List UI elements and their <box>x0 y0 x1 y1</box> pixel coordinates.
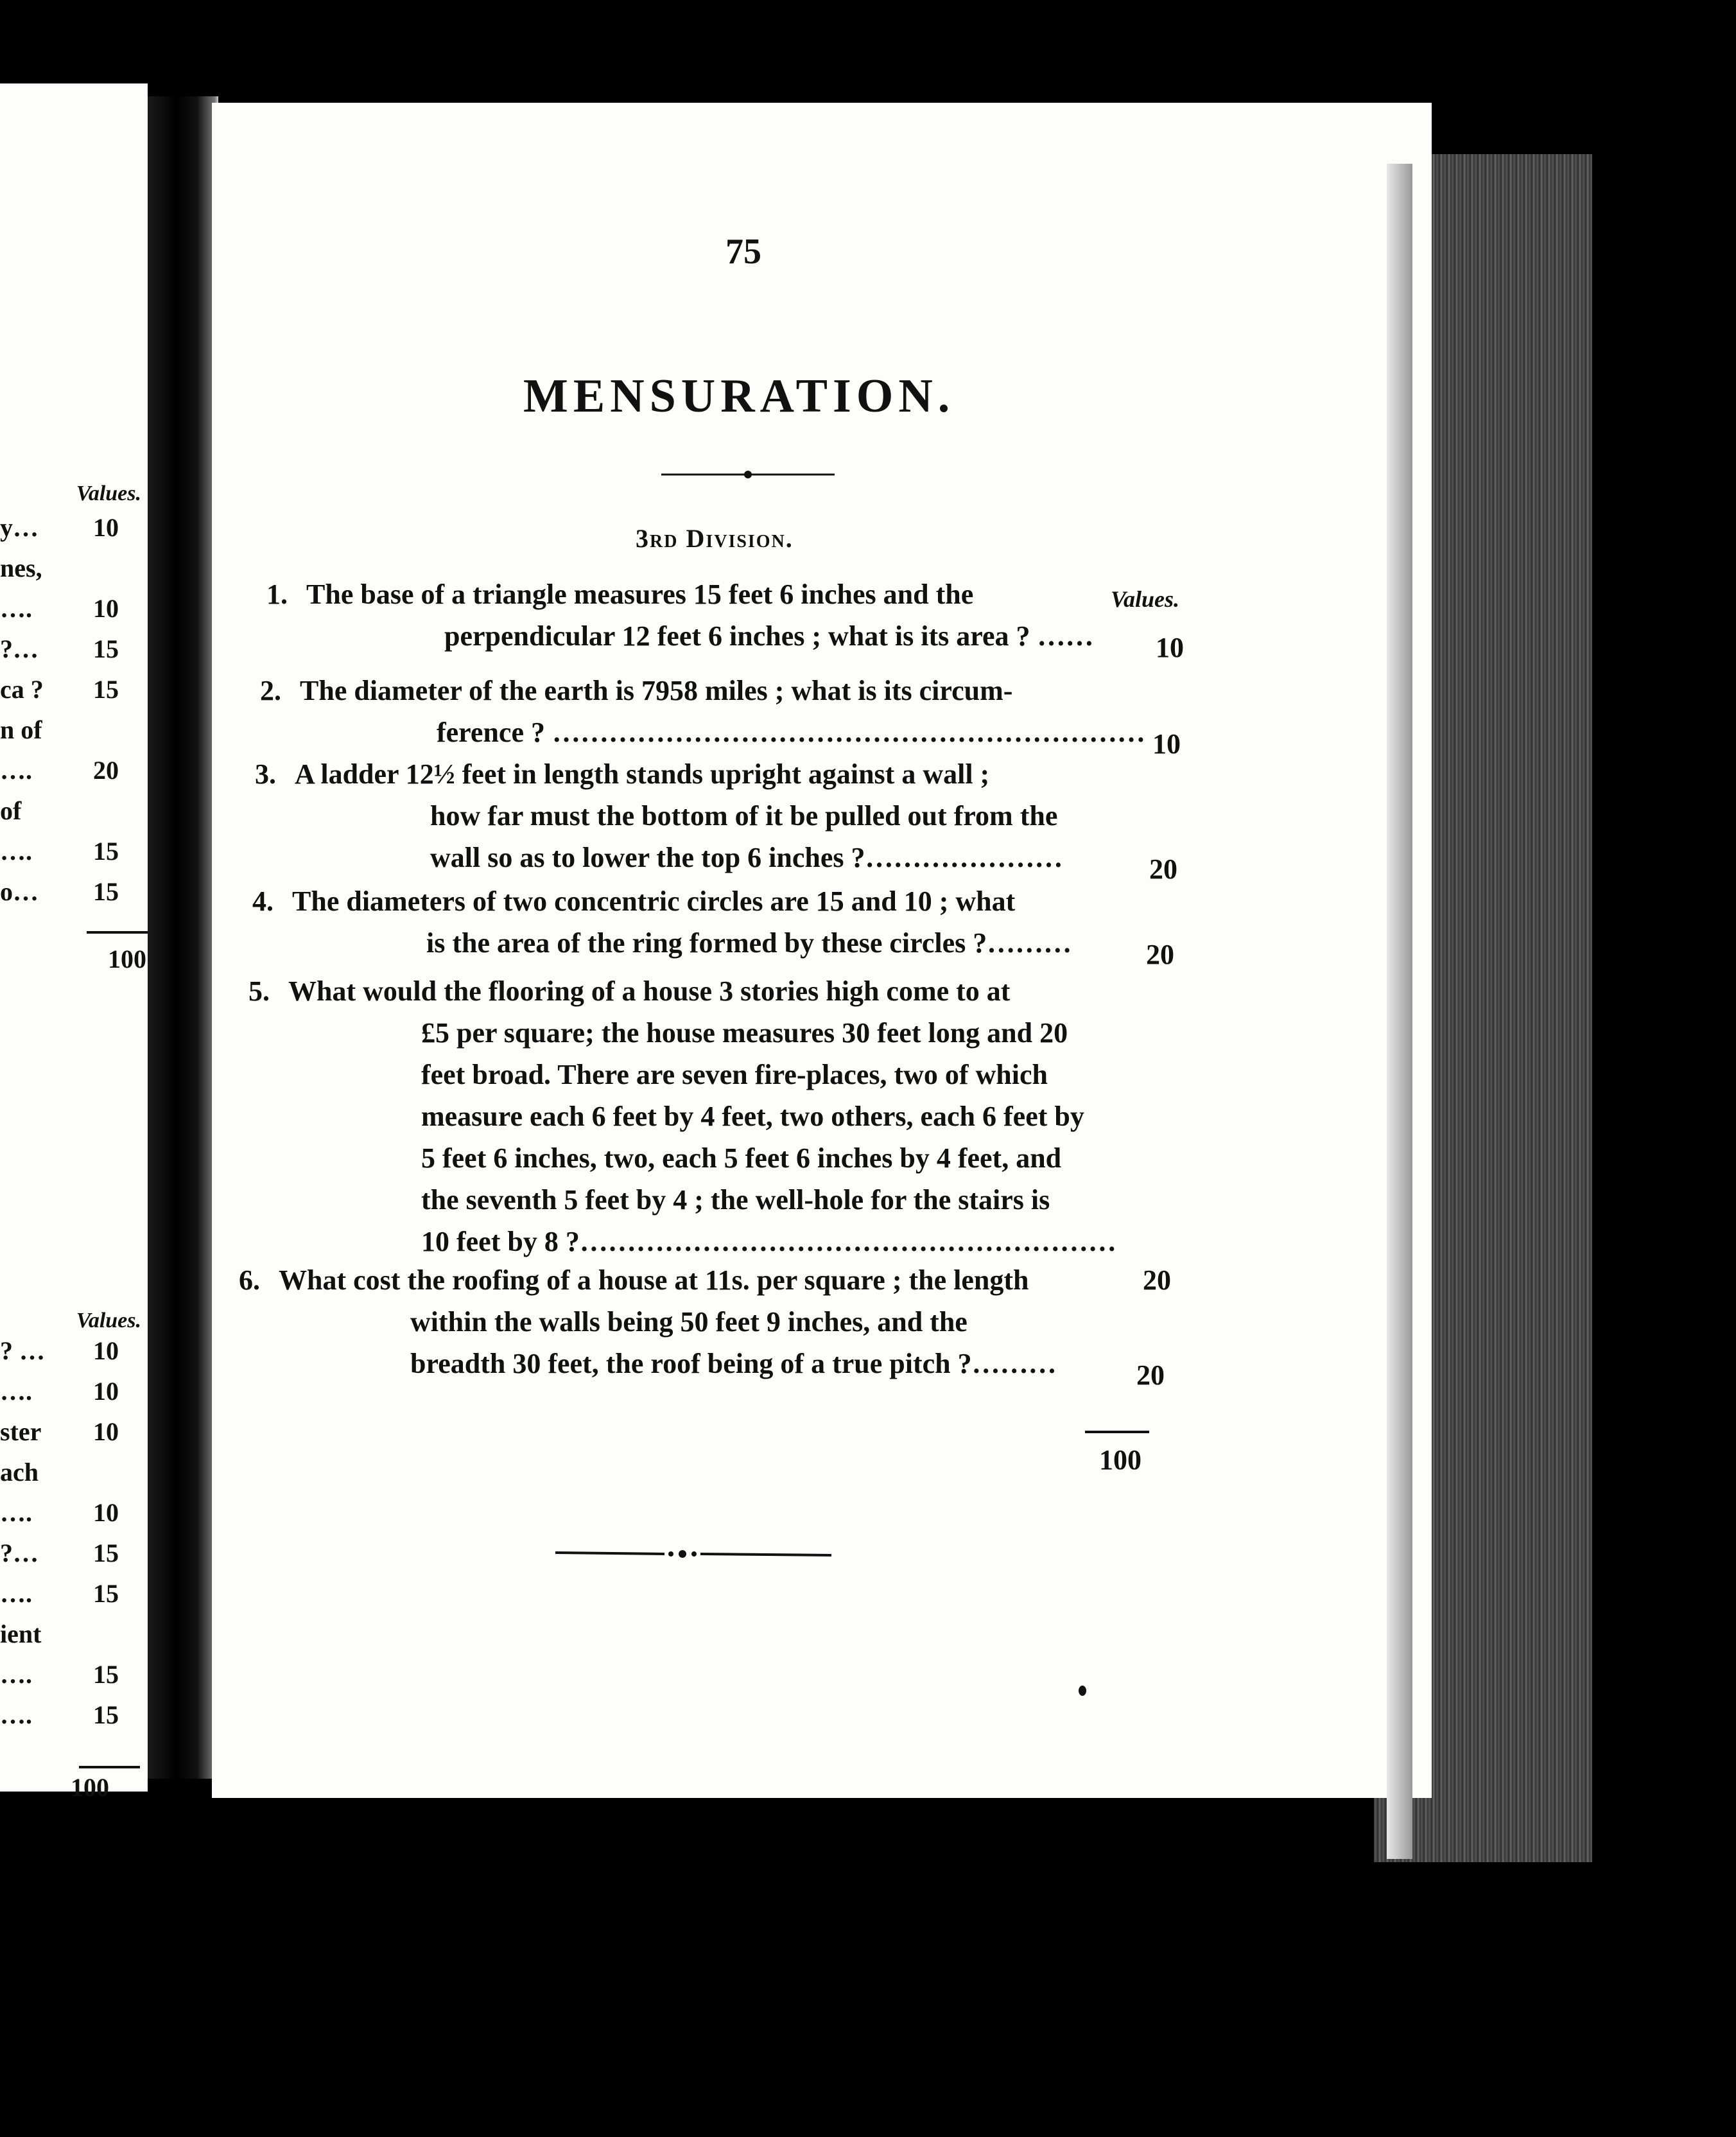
left-row-fragment: y… <box>0 513 39 542</box>
question-text-line: wall so as to lower the top 6 inches ?………………… <box>430 842 1063 873</box>
left-value-row <box>0 634 119 670</box>
left-row-value: 20 <box>93 756 119 785</box>
question-text-line: the seventh 5 feet by 4 ; the well-hole for the stairs is <box>421 1184 1050 1216</box>
left-row-value: 15 <box>93 877 119 906</box>
left-row-value: 10 <box>93 513 119 542</box>
question-text-line: perpendicular 12 feet 6 inches ; what is its area ? …… <box>444 620 1094 652</box>
question-text-line: how far must the bottom of it be pulled out from the <box>430 800 1058 832</box>
left-row-value: 15 <box>93 675 119 704</box>
question-text-line: 10 feet by 8 ?………………………………………………… <box>421 1226 1116 1257</box>
left-row-value: 15 <box>93 1700 119 1729</box>
left-row-fragment: nes, <box>0 554 42 582</box>
left-facing-page <box>0 83 148 1792</box>
question-text-line: The diameter of the earth is 7958 miles ; what is its circum- <box>300 675 1013 706</box>
left-value-row <box>0 674 119 710</box>
question-text-line: within the walls being 50 feet 9 inches, and the <box>410 1306 968 1338</box>
question-number: 5. <box>248 975 270 1007</box>
question-text-line: A ladder 12½ feet in length stands upright against a wall ; <box>295 758 990 790</box>
left-value-row <box>0 1538 119 1574</box>
left-value-row <box>0 1417 119 1452</box>
question-text-line: 5 feet 6 inches, two, each 5 feet 6 inches by 4 feet, and <box>421 1142 1062 1174</box>
ink-speck <box>1079 1686 1086 1696</box>
left-row-value: 10 <box>93 1377 119 1406</box>
left-row-fragment: …. <box>0 1660 32 1689</box>
left-total-rule-top <box>87 931 148 934</box>
left-row-fragment: …. <box>0 1498 32 1527</box>
division-heading: 3rd Division. <box>636 524 794 553</box>
left-value-row <box>0 1497 119 1533</box>
question-value: 20 <box>1143 1264 1171 1296</box>
left-row-fragment: ?… <box>0 634 39 663</box>
left-row-fragment: …. <box>0 837 32 866</box>
left-total-rule-bottom <box>79 1766 140 1768</box>
question-number: 2. <box>260 675 281 706</box>
page-number: 75 <box>725 232 761 272</box>
values-column-header: Values. <box>1111 586 1180 612</box>
book-gutter <box>148 96 218 1779</box>
left-row-value: 15 <box>93 837 119 866</box>
values-total: 100 <box>1099 1444 1141 1476</box>
question-number: 1. <box>266 579 288 610</box>
end-ornament <box>555 1548 831 1560</box>
left-value-row <box>0 553 119 589</box>
left-row-fragment: …. <box>0 1377 32 1406</box>
left-row-fragment: …. <box>0 1579 32 1608</box>
left-value-row <box>0 1457 119 1493</box>
left-row-value: 15 <box>93 1660 119 1689</box>
left-row-fragment: ca ? <box>0 675 44 704</box>
left-row-fragment: …. <box>0 756 32 785</box>
question-text-line: measure each 6 feet by 4 feet, two others, each 6 feet by <box>421 1101 1084 1132</box>
left-row-fragment: n of <box>0 715 42 744</box>
question-value: 10 <box>1152 728 1181 760</box>
left-value-row <box>0 1619 119 1655</box>
left-value-row <box>0 755 119 791</box>
left-total-top: 100 <box>108 945 146 973</box>
page-title: MENSURATION. <box>523 370 955 423</box>
question-text-line: feet broad. There are seven fire-places, two of which <box>421 1059 1048 1090</box>
question-text-line: What would the flooring of a house 3 stories high come to at <box>288 975 1011 1007</box>
question-number: 3. <box>255 758 276 790</box>
left-value-row <box>0 715 119 751</box>
left-value-row <box>0 1376 119 1412</box>
left-row-value: 10 <box>93 1417 119 1446</box>
left-row-value: 15 <box>93 1539 119 1567</box>
left-row-fragment: ient <box>0 1619 42 1648</box>
question-text-line: £5 per square; the house measures 30 feet long and 20 <box>421 1017 1068 1049</box>
left-value-row <box>0 1578 119 1614</box>
left-row-fragment: of <box>0 796 22 825</box>
left-value-row <box>0 1700 119 1736</box>
question-value: 20 <box>1136 1359 1165 1391</box>
left-row-fragment: ? … <box>0 1336 45 1365</box>
question-text-line: ference ? ……………………………………………………… <box>437 717 1145 748</box>
left-row-fragment: o… <box>0 877 39 906</box>
left-row-fragment: ach <box>0 1458 39 1487</box>
question-text-line: The base of a triangle measures 15 feet 6 inches and the <box>306 579 974 610</box>
question-text-line: What cost the roofing of a house at 11s. per square ; the length <box>279 1264 1029 1296</box>
left-value-row <box>0 512 119 548</box>
question-number: 4. <box>252 885 273 917</box>
left-row-value: 10 <box>93 1498 119 1527</box>
left-value-row <box>0 877 119 912</box>
total-rule <box>1085 1431 1149 1433</box>
left-row-value: 15 <box>93 1579 119 1608</box>
title-divider-ornament <box>661 470 835 479</box>
left-row-fragment: …. <box>0 594 32 623</box>
left-value-row <box>0 1659 119 1695</box>
page-edge-highlight <box>1387 164 1412 1859</box>
left-row-fragment: ster <box>0 1417 42 1446</box>
left-value-row <box>0 796 119 832</box>
left-row-value: 15 <box>93 634 119 663</box>
left-values-header-bottom: Values. <box>76 1309 141 1332</box>
left-value-row <box>0 1336 119 1372</box>
left-values-header-top: Values. <box>76 482 141 505</box>
question-text-line: The diameters of two concentric circles are 15 and 10 ; what <box>292 885 1016 917</box>
question-value: 10 <box>1156 632 1184 663</box>
question-text-line: is the area of the ring formed by these circles ?……… <box>426 927 1072 959</box>
left-row-fragment: …. <box>0 1700 32 1729</box>
left-row-value: 10 <box>93 594 119 623</box>
question-text-line: breadth 30 feet, the roof being of a true pitch ?……… <box>410 1348 1057 1379</box>
left-value-row <box>0 593 119 629</box>
question-value: 20 <box>1149 853 1177 885</box>
left-value-row <box>0 836 119 872</box>
left-row-fragment: ?… <box>0 1539 39 1567</box>
question-value: 20 <box>1146 939 1174 970</box>
question-number: 6. <box>239 1264 260 1296</box>
left-row-value: 10 <box>93 1336 119 1365</box>
left-total-bottom: 100 <box>71 1773 109 1802</box>
